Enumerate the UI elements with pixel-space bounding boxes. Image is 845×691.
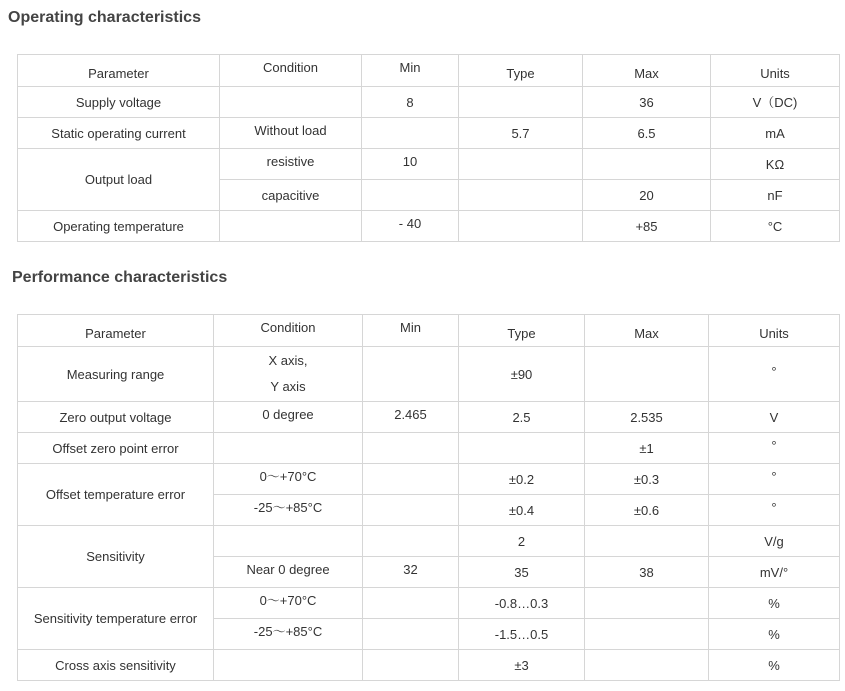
cell-max: 38 [585, 557, 709, 588]
cell-min [363, 526, 459, 557]
cell-units: % [709, 650, 840, 681]
cell-min: 32 [363, 557, 459, 588]
cell-type: ±3 [459, 650, 585, 681]
cell-units: mV/° [709, 557, 840, 588]
performance-characteristics-title: Performance characteristics [12, 269, 228, 286]
cell-condition [214, 526, 363, 557]
header-type: Type [459, 55, 583, 87]
header-condition: Condition [220, 55, 362, 87]
cell-max: ±0.6 [585, 495, 709, 526]
cell-max [583, 149, 711, 180]
cell-min: 10 [362, 149, 459, 180]
cell-condition [220, 87, 362, 118]
header-units: Units [711, 55, 840, 87]
cell-max [585, 588, 709, 619]
cell-min [363, 464, 459, 495]
table-row [18, 149, 840, 180]
table-row [18, 433, 840, 464]
table-header-row [18, 55, 840, 87]
table-row [18, 526, 840, 557]
cell-parameter: Cross axis sensitivity [18, 650, 214, 681]
cell-min [363, 433, 459, 464]
operating-characteristics-title: Operating characteristics [8, 9, 201, 26]
cell-type: 2 [459, 526, 585, 557]
cell-type [459, 87, 583, 118]
cell-max: 2.535 [585, 402, 709, 433]
cell-max: 20 [583, 180, 711, 211]
cell-max: 36 [583, 87, 711, 118]
table-row [18, 118, 840, 149]
table-row [18, 211, 840, 242]
cell-type: 35 [459, 557, 585, 588]
cell-units: V（DC) [711, 87, 840, 118]
cell-parameter: Sensitivity temperature error [18, 588, 214, 650]
cell-max: 6.5 [583, 118, 711, 149]
cell-type: ±90 [459, 347, 585, 402]
cell-units: mA [711, 118, 840, 149]
cell-units: V/g [709, 526, 840, 557]
header-condition: Condition [214, 315, 363, 347]
cell-parameter: Zero output voltage [18, 402, 214, 433]
cell-type [459, 433, 585, 464]
cell-parameter: Output load [18, 149, 220, 211]
cell-max: ±1 [585, 433, 709, 464]
cell-type: ±0.4 [459, 495, 585, 526]
cell-type [459, 180, 583, 211]
cell-condition: Without load [220, 118, 362, 149]
performance-characteristics-table [17, 314, 840, 681]
cell-min [362, 118, 459, 149]
cell-parameter: Measuring range [18, 347, 214, 402]
cell-type: 2.5 [459, 402, 585, 433]
cell-parameter: Sensitivity [18, 526, 214, 588]
cell-condition: -25～+85°C [214, 495, 363, 526]
cell-condition: -25～+85°C [214, 619, 363, 650]
cell-min [363, 347, 459, 402]
cell-type: -0.8…0.3 [459, 588, 585, 619]
header-max: Max [585, 315, 709, 347]
cell-type [459, 149, 583, 180]
table-header-row [18, 315, 840, 347]
cell-min [363, 588, 459, 619]
cell-parameter: Offset zero point error [18, 433, 214, 464]
cell-condition: 0～+70°C [214, 588, 363, 619]
table-row [18, 464, 840, 495]
cell-condition [214, 650, 363, 681]
cell-units: V [709, 402, 840, 433]
cell-condition [214, 433, 363, 464]
table-row [18, 402, 840, 433]
cell-units: ° [709, 433, 840, 464]
cell-condition [220, 211, 362, 242]
cell-min [363, 495, 459, 526]
cell-parameter: Offset temperature error [18, 464, 214, 526]
cell-condition [214, 347, 363, 402]
cell-units: ° [709, 347, 840, 402]
cell-units: % [709, 588, 840, 619]
header-min: Min [362, 55, 459, 87]
cell-parameter: Static operating current [18, 118, 220, 149]
cell-parameter: Supply voltage [18, 87, 220, 118]
cell-max [585, 650, 709, 681]
cell-condition: resistive [220, 149, 362, 180]
cell-type: ±0.2 [459, 464, 585, 495]
cell-type [459, 211, 583, 242]
cell-min [363, 650, 459, 681]
cell-units: ° [709, 495, 840, 526]
condition-line: X axis, [268, 353, 308, 368]
cell-condition: Near 0 degree [214, 557, 363, 588]
cell-min: 2.465 [363, 402, 459, 433]
header-min: Min [363, 315, 459, 347]
table-row [18, 347, 840, 402]
cell-max [585, 619, 709, 650]
cell-type: -1.5…0.5 [459, 619, 585, 650]
cell-max [585, 526, 709, 557]
cell-min [363, 619, 459, 650]
header-parameter: Parameter [18, 55, 220, 87]
cell-min: - 40 [362, 211, 459, 242]
table-row [18, 87, 840, 118]
cell-units: °C [711, 211, 840, 242]
cell-max: +85 [583, 211, 711, 242]
cell-condition: 0～+70°C [214, 464, 363, 495]
cell-condition: capacitive [220, 180, 362, 211]
condition-line: Y axis [270, 379, 306, 394]
header-max: Max [583, 55, 711, 87]
operating-characteristics-table [17, 54, 840, 242]
cell-units: nF [711, 180, 840, 211]
cell-min: 8 [362, 87, 459, 118]
header-units: Units [709, 315, 840, 347]
cell-max: ±0.3 [585, 464, 709, 495]
cell-min [362, 180, 459, 211]
header-parameter: Parameter [18, 315, 214, 347]
cell-condition: 0 degree [214, 402, 363, 433]
cell-max [585, 347, 709, 402]
cell-units: ° [709, 464, 840, 495]
header-type: Type [459, 315, 585, 347]
cell-units: % [709, 619, 840, 650]
cell-units: KΩ [711, 149, 840, 180]
cell-parameter: Operating temperature [18, 211, 220, 242]
table-row [18, 588, 840, 619]
cell-type: 5.7 [459, 118, 583, 149]
table-row [18, 650, 840, 681]
